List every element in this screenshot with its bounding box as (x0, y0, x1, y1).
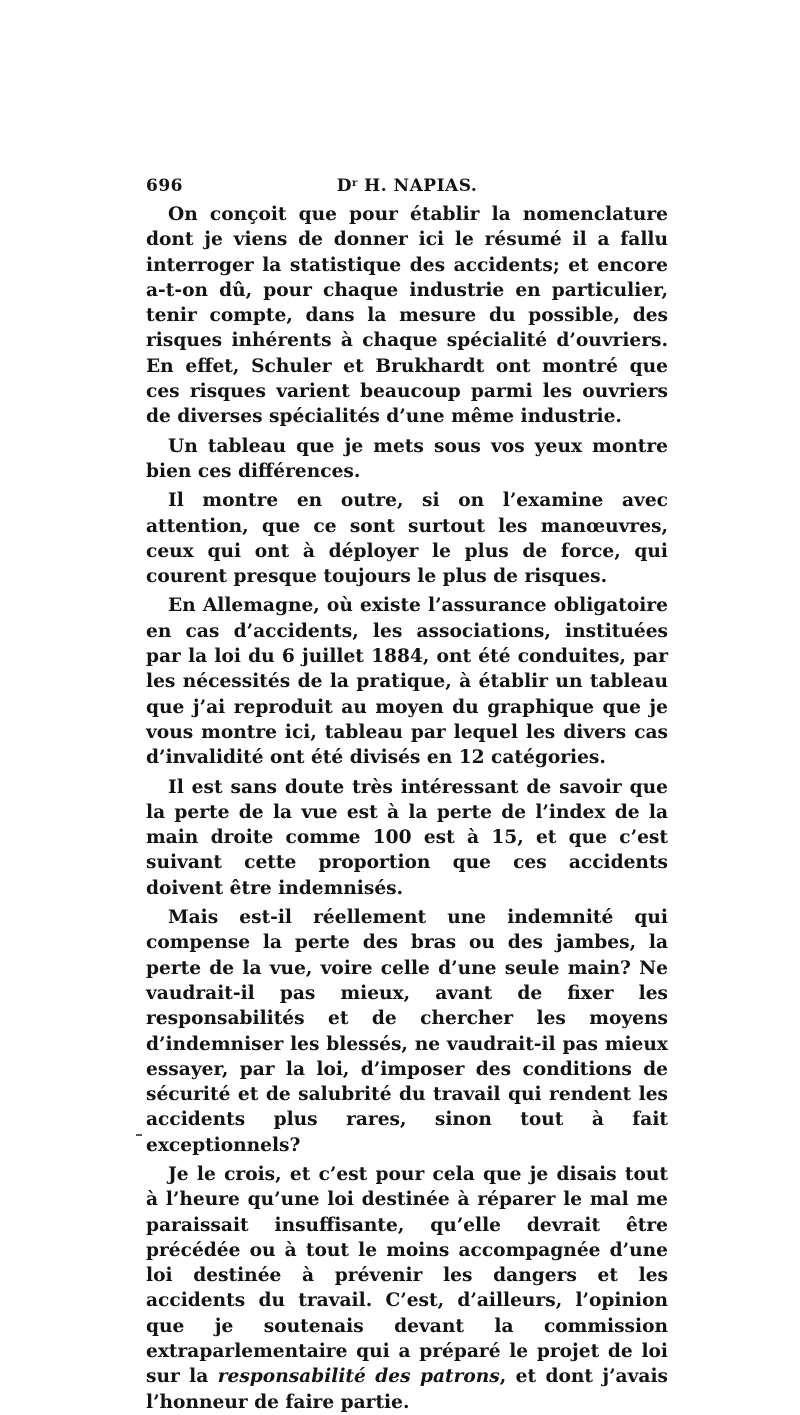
paragraph-4: En Allemagne, où existe l’assurance obligatoire en cas d’accidents, les associations, instituées par la loi du 6 juillet 1884, ont été conduites, par les nécessités de la pratique, à établir un tableau que j’ai reproduit au moyen du graphique que je vous montre ici, tableau par lequel les divers cas d’invalidité ont été divisés en 12 catégories. (146, 595, 668, 769)
running-head (146, 176, 668, 196)
paragraph-6: Mais est-il réellement une indemnité qui compense la perte des bras ou des jambes, la perte de la vue, voire celle d’une seule main? Ne vaudrait-il pas mieux, avant de fixer les responsabilités et de chercher les moyens d’indemniser les blessés, ne vaudrait-il pas mieux essayer, par la loi, d’imposer des conditions de sécurité et de salubrité du travail qui rendent les accidents plus rares, sinon tout à fait exceptionnels? (146, 907, 668, 1156)
paragraph-2: Un tableau que je mets sous vos yeux montre bien ces différences. (146, 435, 668, 482)
author-prefix-sup: r (351, 178, 358, 189)
paragraph-3: Il montre en outre, si on l’examine avec attention, que ce sont surtout les manœuvres, ceux qui ont à déployer le plus de force, qui courent presque toujours le plus de risques. (146, 490, 668, 588)
author-name: H. NAPIAS. (357, 176, 478, 196)
page-number: 696 (146, 176, 183, 196)
paragraph-7-end: , et dont j’avais l’honneur de faire partie. (146, 1366, 668, 1413)
book-page (146, 170, 668, 1415)
page-header (146, 170, 668, 200)
ink-mark (136, 1134, 142, 1136)
paragraph-7-italic: responsabilité des patrons (217, 1366, 500, 1388)
author-prefix: D (336, 176, 352, 196)
body-text (146, 202, 668, 1415)
paragraph-1: On conçoit que pour établir la nomenclature dont je viens de donner ici le résumé il a fallu interroger la statistique des accidents; et encore a-t-on dû, pour chaque industrie en particulier, tenir compte, dans la mesure du possible, des risques inhérents à chaque spécialité d’ouvriers. En effet, Schuler et Brukhardt ont montré que ces risques varient beaucoup parmi les ouvriers de diverses spécialités d’une même industrie. (146, 204, 668, 428)
paragraph-5: Il est sans doute très intéressant de savoir que la perte de la vue est à la perte de l’index de la main droite comme 100 est à 15, et que c’est suivant cette proportion que ces accidents doivent être indemnisés. (146, 776, 668, 899)
paragraph-7 (146, 1162, 668, 1415)
paragraph-7-text: Je le crois, et c’est pour cela que je disais tout à l’heure qu’une loi destinée à réparer le mal me paraissait insuffisante, qu’elle devrait être précédée ou à tout le moins accompagnée d’une loi destinée à prévenir les dangers et les accidents du travail. C’est, d’ailleurs, l’opinion que je soutenais devant la commission extraparlementaire qui a préparé le projet de loi sur la (146, 1163, 668, 1388)
